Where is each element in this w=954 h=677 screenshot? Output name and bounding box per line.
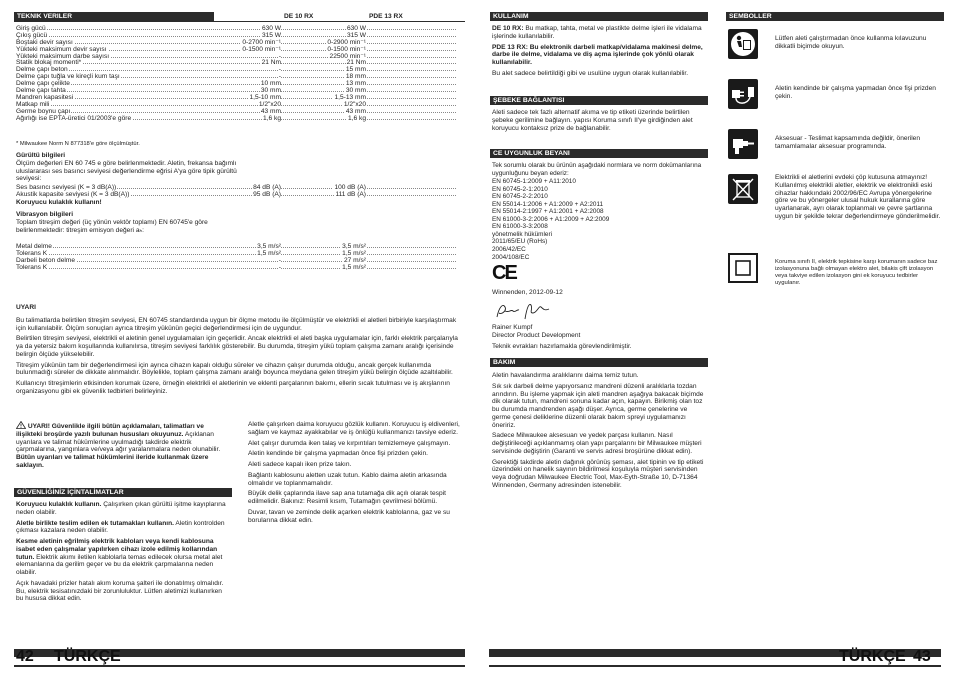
warning-paragraph: Titreşim yükünün tam bir değerlendirmesi için ayrıca cihazın kapalı olduğu süreler ve cihazın çalışır durumda olduğu, ancak gerçek kullanımda bulunmadığı süreler de dikkate alınmalıdır. Böylelikle, toplam çalışma zamanı aralığı boyunca meydana gelen titreşim yükü belirgin ölçüde azaltılabilir. [16, 361, 453, 377]
safety-note-paragraph: Büyük delik çaplarında ilave sap ana tutamağa dik açılı olarak tespit edilmelidir. Bakınız: Resimli kısım, Tutamağın çevrilmesi bölümü. [248, 490, 446, 506]
spec-row [16, 32, 456, 39]
spec-value-de10rx: 630 W [261, 25, 281, 32]
spec-value-de10rx: 43 mm [260, 107, 281, 115]
ce-line: 2004/108/EC [492, 253, 530, 261]
maintenance-paragraphs [492, 372, 707, 493]
spec-row [16, 66, 456, 73]
usage-pde-text: Bu elektronik darbeli matkap/vidalama makinesi delme, darbe ile delme, vidalama ve diş açma işlerinde çok yönlü olarak kullanılabilir. [492, 43, 703, 67]
spec-label: Matkap mili [16, 100, 50, 108]
right-page [477, 0, 954, 677]
ce-line: EN 61000-3-2:2006 + A1:2009 + A2:2009 [492, 215, 610, 223]
spec-value-de10rx: 315 W [261, 31, 281, 39]
safety-paragraph-bold: Aletle birlikte teslim edilen ek tutamakları kullanın. [16, 519, 174, 527]
ce-line: EN 61000-3-3:2008 [492, 223, 548, 231]
ear-protection-note: Koruyucu kulaklık kullanın! [16, 199, 102, 206]
ce-line: Tek sorumlu olarak bu ürünün aşağıdaki normlara ve norm dokümanlarına uygunluğunu beyan ederiz: [492, 162, 702, 177]
noise-row [16, 184, 456, 191]
spec-label: Delme çapı tuğla ve kireçli kum taşı [16, 73, 120, 81]
safety-paragraph-text: Çalışırken çıkan gürültü işitme kayıplarına neden olabilir. [16, 501, 226, 516]
warning-paragraph: Belirtilen titreşim seviyesi, elektrikli el aletinin genel uygulamaları için geçerlidir. Ancak elektrikli el aleti başka uygulamalar için, farklı elektrik parçalarıyla ya da yetersiz bakım koşullarında kullanılırsa, titreşim seviyesi farklılık gösterebilir. Bu durumda, titreşim yükü toplam çalışma zamanı aralığı içerisinde belirgin ölçüde yükselebilir. [16, 335, 458, 358]
safety-note-paragraph: Bağlantı kablosunu aletten uzak tutun. Kablo daima aletin arkasında olmalıdır ve toplanmamalıdır. [248, 471, 447, 487]
spec-row [16, 39, 456, 46]
ce-declaration [492, 162, 707, 261]
leader-dots [16, 105, 456, 106]
noise-row [16, 191, 456, 198]
safety-note-paragraph: Aletle çalışırken daima koruyucu gözlük kullanın. Koruyucu iş eldivenleri, sağlam ve kaymaz ayakkabılar ve iş önlüğü kullanmanızı tavsiye ederiz. [248, 421, 460, 436]
noise-table [16, 184, 456, 198]
leader-dots [16, 29, 456, 30]
class-ii-icon [728, 253, 758, 286]
tech-data-title: TEKNIK VERILER [14, 12, 214, 21]
ce-mark-icon: CE [492, 262, 516, 284]
vib-value-de10rx: 3,5 m/s² [257, 243, 281, 250]
spec-value-de10rx: - [278, 73, 281, 81]
leader-dots [16, 254, 456, 255]
noise-value-pde13rx: 100 dB (A) [334, 184, 366, 191]
leader-dots [16, 247, 456, 248]
spec-label: Germe boynu çapı [16, 107, 71, 115]
spec-label: Yükteki maksimum darbe sayısı [16, 52, 110, 60]
spec-value-de10rx: 1,5-10 mm [249, 93, 281, 101]
safety-warning [16, 421, 231, 473]
vib-row [16, 250, 456, 257]
leader-dots [16, 84, 456, 85]
leader-dots [16, 91, 456, 92]
ce-line: EN 55014-2:1997 + A1:2001 + A2:2008 [492, 208, 604, 216]
noise-title: Gürültü bilgileri [16, 152, 66, 159]
vib-value-pde13rx: 1,5 m/s² [342, 263, 366, 271]
vib-value-de10rx: - [278, 256, 281, 264]
leader-dots [16, 98, 456, 99]
safety-paragraph-text: Açık havadaki prizler hatalı akım koruma şalteri ile donatılmış olmalıdır. Bu, elektrik tesisatınızdaki bir zorunluluktur. Lütfen aletimizi kullanırken bu hususa dikkat edin. [16, 579, 224, 603]
usage-note: Bu alet sadece belirtildiği gibi ve usulüne uygun olarak kullanılabilir. [492, 69, 689, 77]
symbol-description: Elektrikli el aletlerini evdeki çöp kutusuna atmayınız! Kullanılmış elektrikli aletler, elektrik ve elektronikli eski cihazlar hakkındaki 2002/96/EC Avrupa yönergelerine göre ve bu yönergeler ulusal hukuk kurallarına göre uyarlanarak, ayrı olarak toplanmalı ve çevre şartlarına uygun bir şekilde tekrar değerlendirmeye gönderilmelidir. [775, 174, 941, 220]
safety-note-paragraph: Aleti sadece kapalı iken prize takın. [248, 461, 352, 469]
safety-more-paragraphs [248, 421, 463, 527]
spec-row [16, 53, 456, 60]
ce-line: EN 55014-1:2006 + A1:2009 + A2:2011 [492, 200, 604, 208]
warning-paragraph: Kullanıcıyı titreşimlerin etkisinden korumak üzere, örneğin elektrikli el aletlerinin ve eklenti parçalarının bakımı, ellerin sıcak tutulması ve iş akışlarının organizasyonu gibi ek güvenlik tedbirleri belirleyiniz. [16, 380, 450, 395]
weee-bin-icon [728, 174, 758, 207]
safety-paragraph [16, 501, 231, 517]
noise-value-de10rx: 84 dB (A) [253, 184, 281, 191]
warning-section [16, 304, 466, 399]
spec-label: Delme çapı tahta [16, 87, 66, 95]
mains-text: Aleti sadece tek fazlı alternatif akıma ve tip etiketi üzerinde belirtilen şebeke gerilimine bağlayın. yapısı Koruma sınıfı II'ye girdiğinden alet koruyucu kontaksız prize de bağlanabilir. [492, 109, 693, 132]
ce-line: yönetmelik hükümleri [492, 230, 553, 238]
spec-row [16, 80, 456, 87]
spec-value-pde13rx: 630 W [346, 25, 366, 32]
vib-row [16, 243, 456, 250]
spec-label: Delme çapı çelikte [16, 80, 70, 88]
vib-label: Tolerans K [16, 263, 48, 271]
page-number-left: 42 [16, 648, 34, 665]
spec-label: Ağırlığı ise EPTA-üretici 01/2003'e göre [16, 114, 132, 122]
spec-row [16, 115, 456, 122]
safety-header: GÜVENLİĞİNİZ İÇİNTALİMATLAR [14, 488, 232, 497]
safety-note-paragraph: Alet çalışır durumda iken talaş ve kırpıntıları temizlemeye çalışmayın. [248, 439, 451, 447]
vib-value-de10rx: 1,5 m/s² [257, 249, 281, 257]
spec-value-pde13rx: 18 mm [345, 73, 366, 81]
usage-de-text: Bu matkap, tahta, metal ve plastikte delme işleri ile vidalama işlerinde kullanılabilir. [492, 25, 702, 40]
safety-note-paragraph: Aletin kendinde bir çalışma yapmadan önce fişi prizden çekin. [248, 450, 428, 458]
spec-value-de10rx: 0-1500 min⁻¹ [242, 45, 281, 53]
signer-title: Director Product Development [492, 331, 581, 339]
signature-icon [495, 301, 551, 321]
safety-paragraph-text: Aletin kontrolden çıkması kazalara neden olabilir. [16, 519, 225, 535]
safety-paragraph-bold: Koruyucu kulaklık kullanın. [16, 501, 102, 508]
safety-paragraph [16, 520, 231, 536]
spec-label: Yükteki maksimum devir sayısı [16, 45, 107, 53]
spec-value-pde13rx: 43 mm [345, 107, 366, 115]
vibration-title: Vibrasyon bilgileri [16, 211, 74, 218]
safety-paragraph [16, 538, 231, 577]
warning-triangle-icon [16, 421, 26, 429]
spec-row [16, 108, 456, 115]
vib-label: Metal delme [16, 243, 52, 250]
spec-label: Delme çapı beton [16, 66, 68, 74]
spec-row [16, 94, 456, 101]
vib-label: Tolerans K [16, 249, 48, 257]
spec-value-pde13rx: 30 mm [345, 87, 366, 95]
safety-paragraph-text: Elektrik akımı iletilen kablolarla temas edilecek olursa metal alet elemanlarına da gerilim geçer ve bu da elektrik çarpmalarına neden olabilir. [16, 553, 223, 577]
safety-warning-rest: Açıklanan uyarılara ve talimat hükümlerine uyulmadığı takdirde elektrik çarpmalarına, yangınlara ve/veya ağır yaralanmalara neden olunabilir. [16, 430, 221, 454]
signer-authorization: Teknik evrakları hazırlamakla görevlendirilmiştir. [492, 342, 632, 350]
ce-header: CE UYGUNLUK BEYANI [490, 149, 708, 158]
spec-value-pde13rx: 21 Nm [346, 59, 366, 67]
vib-row [16, 257, 456, 264]
spec-value-pde13rx: 1/2"x20 [343, 100, 366, 108]
vibration-text: Toplam titreşim değeri (üç yönün vektör toplamı) EN 60745'e göre belirlenmektedir: titreşim emisyon değeri aₕ: [16, 218, 208, 234]
noise-text: Ölçüm değerleri EN 60 745 e göre belirlenmektedir. Aletin, frekansa bağımlı uluslararası ses basıncı seviyesi değerlendirme eğrisi A'ya göre tipik gürültü seviyesi: [16, 159, 237, 183]
spec-value-pde13rx: 1,5-13 mm [334, 93, 366, 101]
spec-label: Çıkış gücü [16, 31, 48, 39]
spec-value-de10rx: 10 mm [260, 80, 281, 88]
noise-value-de10rx: 95 dB (A) [253, 190, 281, 198]
vib-value-pde13rx: 27 m/s² [344, 256, 366, 264]
place-date: Winnenden, 2012-09-12 [492, 289, 563, 296]
signer-block [492, 324, 707, 350]
page-title-left: TÜRKÇE [54, 648, 121, 665]
safety-warning-bold: UYARI! Güvenlikle ilgili bütün açıklamaları, talimatları ve ilişikteki broşürde yazılı bulunan hususları okuyunuz. [16, 423, 204, 438]
column-de10rx: DE 10 RX [284, 13, 314, 20]
spec-row [16, 73, 456, 80]
noise-section [16, 152, 246, 183]
spec-value-de10rx: 21 Nm [261, 59, 281, 67]
noise-label: Akustik kapasite seviyesi (K = 3 dB(A)) [16, 190, 130, 198]
symbol-description: Koruma sınıfı II, elektrik tepkisine karşı korumanın sadece baz izolasyonuna bağlı olmayan elektro alet, bilakis çift izolasyon veya takviye edilen izolasyon gini ek koruyucu tedbirler uygulanır. [775, 259, 938, 286]
page-number-right: 43 [913, 648, 931, 665]
leader-dots [16, 70, 456, 71]
usage-pde-label: PDE 13 RX: [492, 43, 528, 51]
safety-note-paragraph: Duvar, tavan ve zeminde delik açarken elektrik kablolarına, gaz ve su borularına dikkat edin. [248, 508, 450, 524]
spec-value-pde13rx: 0-2900 min⁻¹ [327, 38, 366, 46]
symbol-description: Aletin kendinde bir çalışma yapmadan önce fişi prizden çekin. [775, 85, 936, 100]
symbol-description: Lütfen aleti çalıştırmadan önce kullanma kılavuzunu dikkatli biçimde okuyun. [775, 35, 927, 50]
ce-line: EN 60745-2-2:2010 [492, 193, 548, 201]
spec-value-de10rx: 1/2"x20 [258, 100, 281, 108]
page-title-right: TÜRKÇE [839, 648, 906, 665]
vib-row [16, 264, 456, 271]
vib-value-pde13rx: 3,5 m/s² [342, 243, 366, 250]
spec-value-de10rx: - [278, 66, 281, 74]
mains-header: ŞEBEKE BAĞLANTISI [490, 96, 708, 105]
vibration-section [16, 211, 246, 234]
ce-line: 2011/65/EU (RoHs) [492, 238, 548, 246]
unplug-icon [728, 79, 758, 112]
warning-paragraph: Bu talimatlarda belirtilen titreşim seviyesi, EN 60745 standardında uygun bir ölçme metodu ile ölçülmüştür ve elektrikli el aletleri birbiriyle karşılaştırmak için kullanılabilir. Ölçüm sonuçları ayrıca titreşim yükünün geçici değerlendirmesi için de uygundur. [16, 316, 457, 332]
ce-line: EN 60745-1:2009 + A11:2010 [492, 178, 576, 186]
spec-row [16, 59, 456, 66]
maintenance-header: BAKIM [490, 358, 708, 367]
symbols-header: SEMBOLLER [726, 12, 944, 21]
accessory-icon [728, 129, 758, 162]
spec-row [16, 101, 456, 108]
warning-paragraphs [16, 317, 466, 396]
usage-section [492, 25, 707, 81]
spec-value-de10rx: 30 mm [260, 87, 281, 95]
leader-dots [16, 268, 456, 269]
spec-value-pde13rx: 15 mm [345, 66, 366, 74]
spec-row [16, 46, 456, 53]
ce-line: EN 60745-2-1:2010 [492, 185, 548, 193]
ce-line: 2006/42/EC [492, 246, 526, 254]
leader-dots [16, 43, 456, 44]
noise-value-pde13rx: 111 dB (A) [335, 190, 366, 198]
vibration-table [16, 243, 456, 271]
maintenance-paragraph: Sık sık darbeli delme yapıyorsanız mandreni düzenli aralıklarla tozdan arındırın. Bu işleme yapmak için aleti mandren aşağıya bakacak biçimde dik olarak tutun, mandreni sonuna kadar açın, kapayın. Birikmiş olan toz bu durumda mandrenden aşağı düşer. Ayrıca, germe çenelerine ve germe çenesi deliklerine düzenli olarak bakım spreyi uygulamanızı öneririz. [492, 382, 704, 429]
spec-label: Boştaki devir sayısı [16, 38, 73, 46]
noise-label: Ses basıncı seviyesi (K = 3 dB(A)) [16, 184, 117, 191]
read-manual-icon [728, 29, 758, 62]
vib-value-pde13rx: 1,5 m/s² [342, 249, 366, 257]
usage-de-label: DE 10 RX: [492, 25, 524, 32]
spec-value-pde13rx: 22500 min⁻¹ [329, 52, 366, 60]
leader-dots [16, 36, 456, 37]
spec-value-pde13rx: 13 mm [345, 80, 366, 88]
milwaukee-note: * Milwaukee Norm N 877318'e göre ölçülmüştür. [16, 141, 140, 147]
leader-dots [16, 261, 456, 262]
leader-dots [16, 112, 456, 113]
tech-data-header [14, 12, 465, 22]
spec-value-pde13rx: 0-1500 min⁻¹ [327, 45, 366, 53]
column-pde13rx: PDE 13 RX [369, 13, 403, 20]
spec-value-de10rx: 0-2700 min⁻¹ [242, 38, 281, 46]
maintenance-paragraph: Aletin havalandırma aralıklarını daima temiz tutun. [492, 372, 639, 379]
spec-value-pde13rx: 1,6 kg [348, 114, 366, 122]
spec-value-pde13rx: 315 W [346, 31, 366, 39]
spec-label: Giriş gücü [16, 25, 46, 32]
spec-label: Mandren kapasitesi [16, 93, 74, 101]
symbol-description: Aksesuar - Teslimat kapsamında değildir, önerilen tamamlamalar aksesuar programında. [775, 135, 921, 150]
safety-paragraph-bold: Kesme aletinin eğrilmiş elektrik kabloları veya kendi kablosuna isabet eden çalışmalar yapılırken cihazı izole edilmiş kollarından tutun. [16, 538, 218, 561]
vib-label: Darbeli beton delme [16, 256, 76, 264]
spec-value-de10rx: - [278, 52, 281, 60]
spec-value-de10rx: 1,6 kg [263, 114, 281, 122]
warning-title: UYARI [16, 304, 36, 311]
usage-header: KULLANIM [490, 12, 708, 21]
safety-keep-note: Bütün uyarıları ve talimat hükümlerini ileride kullanmak üzere saklayın. [16, 454, 209, 469]
spec-table [16, 25, 456, 121]
safety-paragraph [16, 580, 231, 603]
safety-paragraphs [16, 501, 231, 606]
signer-name: Rainer Kumpf [492, 324, 533, 331]
spec-row [16, 25, 456, 32]
maintenance-paragraph: Gerektiği takdirde aletin dağınık görünüş şeması, alet tipinin ve tip etiketi üzerindeki on hanelik sayının bildirilmesi koşuluyla müşteri servisinden veya doğrudan Milwaukee Electric Tool, Max-Eyth-Straße 10, D-71364 Winnenden, Germany adresinden istenebilir. [492, 458, 704, 489]
maintenance-paragraph: Sadece Milwaukee aksesuarı ve yedek parçası kullanın. Nasıl değiştirileceği açıklanmamış olan yapı parçalarını bir Milwaukee müşteri servisinde değiştirin (Garanti ve servis adresi broşürüne dikkat edin). [492, 432, 702, 455]
spec-row [16, 87, 456, 94]
vib-value-de10rx: - [278, 263, 281, 271]
spec-label: Statik blokaj momenti* [16, 59, 82, 67]
